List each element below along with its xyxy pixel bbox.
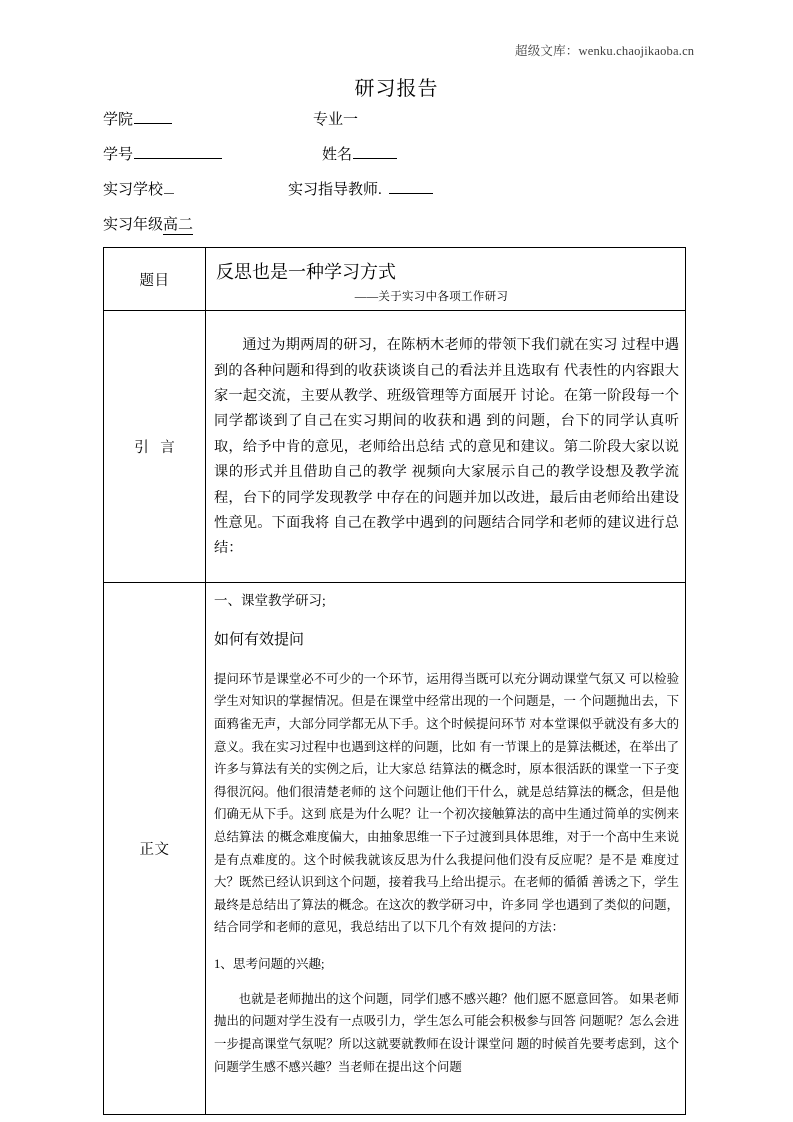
work-subtitle: ——关于实习中各项工作研习 [354, 291, 509, 304]
row-content-body [206, 583, 686, 1115]
field-supervising-teacher-blank[interactable] [389, 179, 433, 194]
table-row-intro [104, 311, 686, 583]
row-label-intro: 引 言 [104, 311, 206, 583]
field-name-label: 姓名 [322, 147, 353, 163]
site-watermark-header: 超级文库：wenku.chaojikaoba.cn [515, 44, 695, 58]
field-name [322, 143, 397, 164]
field-college [103, 108, 172, 129]
table-row-body [104, 583, 686, 1115]
page-title: 研习报告 [354, 78, 439, 100]
field-student-id-blank[interactable] [134, 144, 222, 159]
metadata-row [103, 213, 703, 248]
row-content-intro [206, 311, 686, 583]
body-heading-1: 一、课堂教学研习; [214, 593, 326, 609]
field-supervising-teacher-label: 实习指导教师. [288, 182, 382, 198]
row-label-body: 正文 [104, 583, 206, 1115]
field-college-blank[interactable] [134, 109, 172, 124]
field-major [313, 108, 358, 129]
field-student-id [103, 143, 222, 164]
table-row-title [104, 248, 686, 311]
row-content-title [206, 248, 686, 311]
body-paragraph-2: 也就是老师抛出的这个问题，同学们感不感兴趣？他们愿不愿意回答。 如果老师抛出的问题对学生没有一点吸引力，学生怎么可能会积极参与回答 问题呢？怎么会进一步提高课堂气氛呢？所以这就要就教师在设计课堂问 题的时候首先要考虑到，这个问题学生感不感兴趣？当老师在提出这个问题 [214, 991, 679, 1074]
field-practice-school-blank[interactable] [164, 179, 174, 194]
body-paragraph-1: 提问环节是课堂必不可少的一个环节，运用得当既可以充分调动课堂气氛又 可以检验学生对知识的掌握情况。但是在课堂中经常出现的一个问题是，一 个问题抛出去，下面鸦雀无声，大部分同学都无从下手。这个时候提问环节 对本堂课似乎就没有多大的意义。我在实习过程中也遇到这样的问题，比如 有一节课上的是算法概述，在举出了许多与算法有关的实例之后，让大家总 结算法的概念时，原本很活跃的课堂一下子变得很沉闷。他们很清楚老师的 这个问题让他们干什么，就是总结算法的概念，但是他们确无从下手。这到 底是为什么呢？让一个初次接触算法的高中生通过简单的实例来总结算法 的概念难度偏大，由抽象思维一下子过渡到具体思维，对于一个高中生来说 是有点难度的。这个时候我就该反思为什么我提问他们没有反应呢？是不是 难度过大？既然已经认识到这个问题，接着我马上给出提示。在老师的循循 善诱之下，学生最终是总结出了算法的概念。在这次的教学研习中，许多同 学也遇到了类似的问题，结合同学和老师的意见，我总结出了以下几个有效 提问的方法： [214, 671, 679, 935]
field-student-id-label: 学号 [103, 147, 134, 163]
metadata-row [103, 178, 703, 213]
field-practice-grade-value[interactable]: 高二 [163, 217, 194, 233]
body-content [206, 583, 685, 1114]
field-practice-school-label: 实习学校 [103, 182, 164, 198]
field-practice-grade-label: 实习年级 [103, 217, 164, 233]
body-heading-3: 1、思考问题的兴趣; [214, 956, 325, 971]
report-table [103, 247, 686, 1115]
metadata-row [103, 108, 703, 143]
field-major-label: 专业一 [313, 112, 359, 128]
field-practice-grade [103, 213, 193, 234]
field-college-label: 学院 [103, 112, 134, 128]
field-name-blank[interactable] [353, 144, 397, 159]
row-label-title: 题目 [104, 248, 206, 311]
intro-paragraph: 通过为期两周的研习，在陈柄木老师的带领下我们就在实习 过程中遇到的各种问题和得到的收获谈谈自己的看法并且选取有 代表性的内容跟大家一起交流，主要从教学、班级管理等方面展开 讨论。在第一阶段每一个同学都谈到了自己在实习期间的收获和遇 到的问题，台下的同学认真听取，给予中肯的意见，老师给出总结 式的意见和建议。第二阶段大家以说课的形式并且借助自己的教学 视频向大家展示自己的教学设想及教学流程，台下的同学发现教学 中存在的问题并加以改进，最后由老师给出建设性意见。下面我将 自己在教学中遇到的问题结合同学和老师的建议进行总结： [214, 337, 679, 557]
field-practice-school [103, 178, 174, 199]
metadata-form [103, 108, 703, 248]
body-tail-space [214, 1078, 679, 1104]
field-supervising-teacher [288, 178, 433, 199]
body-heading-2: 如何有效提问 [214, 632, 305, 649]
work-title: 反思也是一种学习方式 [216, 261, 396, 282]
metadata-row [103, 143, 703, 178]
